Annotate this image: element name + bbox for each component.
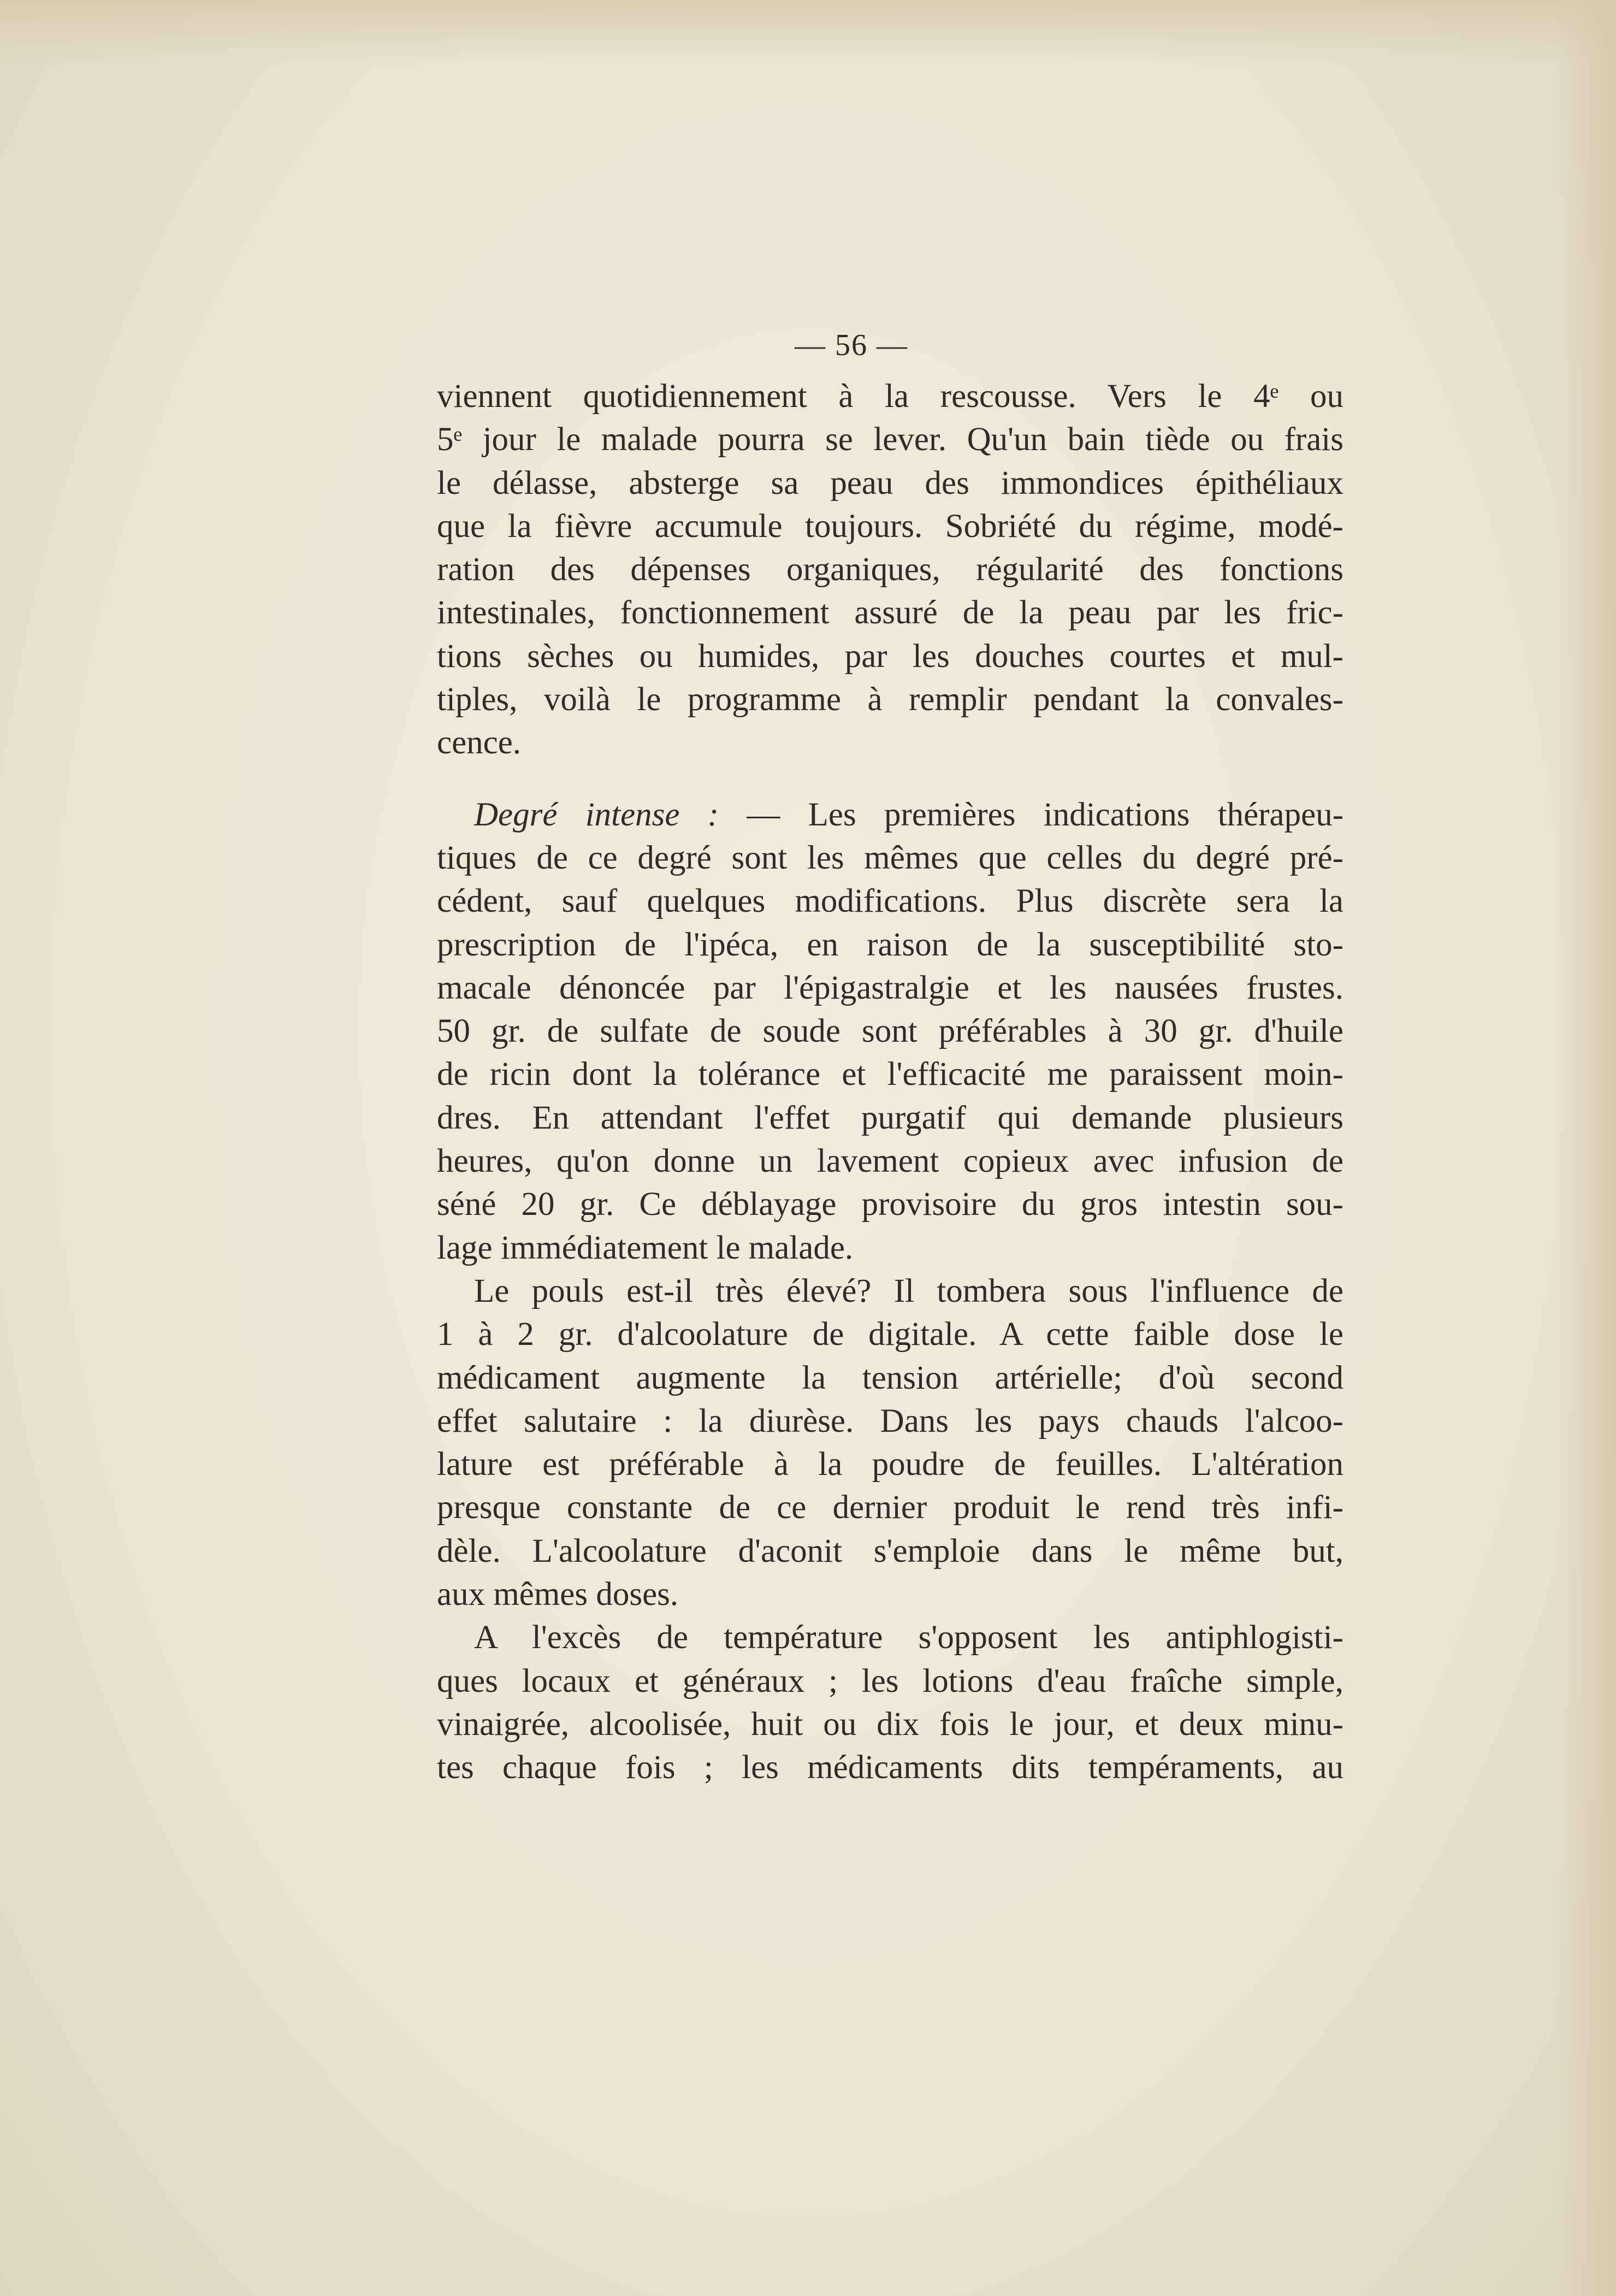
text-line: lature est préférable à la poudre de feuilles. L'altération [437, 1446, 1343, 1483]
text-line: médicament augmente la tension artérielle; d'où second [437, 1359, 1343, 1396]
text-line: dres. En attendant l'effet purgatif qui demande plusieurs [437, 1099, 1343, 1136]
page-edge-shadow-right [1556, 0, 1616, 2296]
text-line: 1 à 2 gr. d'alcoolature de digitale. A cette faible dose le [437, 1316, 1343, 1353]
text-line: prescription de l'ipéca, en raison de la susceptibilité sto- [437, 926, 1343, 963]
text-line: — Les premières indications thérapeu- [747, 796, 1344, 833]
text-line: tes chaque fois ; les médicaments dits tempéraments, au [437, 1749, 1343, 1786]
text-line: de ricin dont la tolérance et l'efficacité me paraissent moin- [437, 1056, 1343, 1093]
text-line: tions sèches ou humides, par les douches courtes et mul- [437, 638, 1343, 675]
text-line: cence. [437, 724, 522, 762]
text-line: macale dénoncée par l'épigastralgie et les nausées frustes. [437, 969, 1343, 1006]
text-line-with-heading [437, 793, 1343, 836]
text-line: A l'excès de température s'opposent les antiphlogisti- [474, 1619, 1343, 1656]
section-heading: Degré intense : [474, 796, 719, 833]
text-line: aux mêmes doses. [437, 1576, 679, 1613]
text-line: ration des dépenses organiques, régularité des fonctions [437, 551, 1343, 588]
text-line: le délasse, absterge sa peau des immondices épithéliaux [437, 464, 1343, 501]
text-line: séné 20 gr. Ce déblayage provisoire du gros intestin sou- [437, 1186, 1343, 1223]
text-line: 50 gr. de sulfate de soude sont préférables à 30 gr. d'huile [437, 1013, 1343, 1050]
paragraph-gap [437, 765, 1343, 793]
text-line: tiques de ce degré sont les mêmes que celles du degré pré- [437, 839, 1343, 876]
page-edge-shadow-top [0, 0, 1616, 66]
text-line: effet salutaire : la diurèse. Dans les pays chauds l'alcoo- [437, 1402, 1343, 1439]
text-line: vinaigrée, alcoolisée, huit ou dix fois le jour, et deux minu- [437, 1705, 1343, 1743]
text-line: ques locaux et généraux ; les lotions d'eau fraîche simple, [437, 1662, 1343, 1699]
text-line: presque constante de ce dernier produit le rend très infi- [437, 1489, 1343, 1526]
text-line: tiples, voilà le programme à remplir pendant la convales- [437, 681, 1343, 718]
text-line: que la fièvre accumule toujours. Sobriété du régime, modé- [437, 507, 1343, 545]
page-number: — 56 — [795, 328, 908, 362]
body-text [437, 375, 1343, 1790]
text-line: 5ᵉ jour le malade pourra se lever. Qu'un bain tiède ou frais [437, 421, 1343, 458]
text-line: heures, qu'on donne un lavement copieux avec infusion de [437, 1143, 1343, 1180]
text-line: lage immédiatement le malade. [437, 1229, 854, 1266]
text-line: viennent quotidiennement à la rescousse. Vers le 4ᵉ ou [437, 378, 1343, 415]
text-line: intestinales, fonctionnement assuré de la peau par les fric- [437, 594, 1343, 631]
text-line: Le pouls est-il très élevé? Il tombera sous l'influence de [474, 1272, 1343, 1309]
text-line: dèle. L'alcoolature d'aconit s'emploie dans le même but, [437, 1532, 1343, 1569]
text-line: cédent, sauf quelques modifications. Plus discrète sera la [437, 883, 1343, 920]
